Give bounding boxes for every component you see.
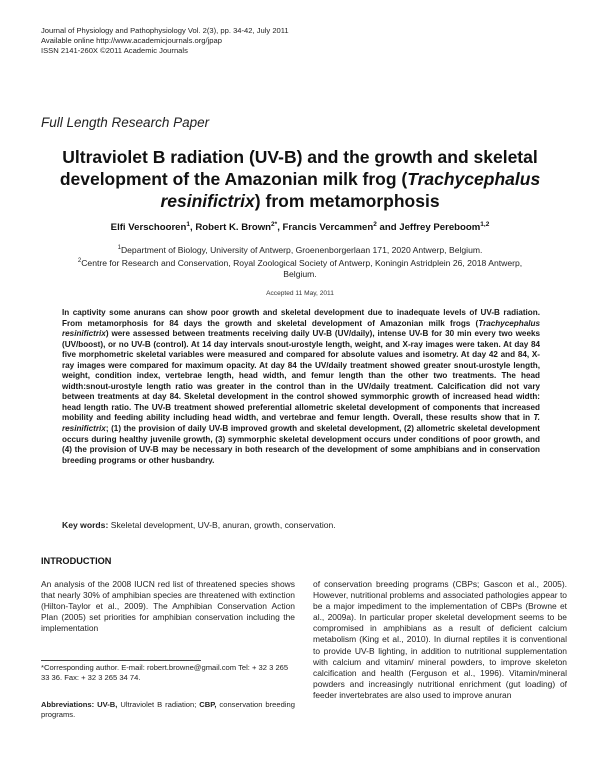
journal-url: Available online http://www.academicjournals.org/jpap (41, 36, 222, 45)
title-part2: ) from metamorphosis (254, 191, 440, 211)
author-affiliation-mark: 1 (186, 221, 191, 228)
abstract (62, 308, 540, 466)
footnote-divider (41, 660, 201, 661)
accepted-date: Accepted 11 May, 2011 (266, 290, 334, 297)
abstract-text: ) were assessed between treatments receiving daily UV-B (UV/daily), intense UV-B for 30 min every two weeks (UV/boost), or no UV-B (control). At 14 day intervals snout-urostyle length, weight, and X-ray images were taken. At day 84 five morphometric skeletal variables were measured and compared for absolute values and isometry. At day 42 and 84, X-ray images were compared for maximum opacity. At day 84 the UV/daily treatment showed greater snout-urostyle length, weight, condition index, vertebrae length, head width, and femur length than the other two treatments. The head width:snout-urostyle length ratio was greater in the control than in the UV/daily treatment. Calcification did not vary between treatments at day 84. Skeletal development in the control showed symmorphic growth of increased head width: head length ratio. The UV-B treatment showed preferential allometric skeletal development of components that increased mobility and feeding ability including head width, and vertebrae and femur length. Overall, these results show that in (62, 329, 540, 423)
journal-citation: Journal of Physiology and Pathophysiology Vol. 2(3), pp. 34-42, July 2011 (41, 26, 289, 35)
title-part1: Ultraviolet B radiation (UV-B) and the growth and skeletal development of the Amazonian milk frog ( (59, 147, 538, 189)
author-name: Elfi Verschooren (110, 222, 187, 234)
paper-type: Full Length Research Paper (41, 115, 210, 130)
abbrev-def-uvb: Ultraviolet B radiation; (117, 700, 200, 709)
abbrev-term-uvb: UV-B, (97, 700, 118, 709)
abbreviations-footnote (41, 700, 295, 720)
corresponding-author-footnote: *Corresponding author. E-mail: robert.browne@gmail.com Tel: + 32 3 265 33 36. Fax: + 32 3 265 34 74. (41, 663, 289, 682)
section-heading-introduction: INTRODUCTION (41, 556, 112, 566)
author-name: Jeffrey Pereboom (399, 222, 481, 234)
abbrev-term-cbp: CBP, (199, 700, 217, 709)
keywords-text: Skeletal development, UV-B, anuran, growth, conservation. (108, 520, 336, 530)
affiliations (60, 243, 540, 280)
affiliation-1-text: Department of Biology, University of Antwerp, Groenenborgerlaan 171, 2020 Antwerp, Belgium. (120, 244, 483, 255)
abstract-text: ; (1) the provision of daily UV-B improved growth and skeletal development, (2) allometric skeletal development occurs during healthy juvenile growth, (3) symmorphic skeletal development occurs under conditions of poor growth, and (4) the provision of UV-B may be necessary in both research of the development of some amphibians and in conservation breeding programs or other husbandry. (62, 424, 540, 465)
paper-title (30, 146, 570, 212)
journal-issn: ISSN 2141-260X ©2011 Academic Journals (41, 46, 188, 55)
abbreviations-label: Abbreviations: (41, 700, 95, 709)
author-affiliation-mark: 2* (271, 221, 278, 228)
author-separator: , (277, 222, 283, 234)
abstract-species: T. resinifictrix (62, 413, 540, 434)
keywords-label: Key words: (62, 520, 109, 530)
keywords (62, 520, 540, 530)
author-separator: and (376, 222, 400, 234)
author-name: Robert K. Brown (195, 222, 272, 234)
abbrev-def-cbp: conservation breeding programs. (41, 700, 295, 719)
affiliation-1 (60, 243, 540, 256)
journal-header (41, 26, 289, 56)
author-affiliation-mark: 2 (373, 221, 377, 228)
author-list (30, 221, 570, 233)
abstract-text: In captivity some anurans can show poor growth and skeletal development due to inadequate levels of UV-B radiation. From metamorphosis for 84 days the growth and skeletal development of Amazonian milk frogs ( (62, 308, 540, 328)
affiliation-1-mark: 1 (117, 245, 121, 251)
title-species: Trachycephalus resinifictrix (160, 169, 541, 211)
affiliation-2 (60, 256, 540, 280)
introduction-right-column: of conservation breeding programs (CBPs; Gascon et al., 2005). However, nutritional problems and associated pathologies appear to be a major impediment to the implementation of CBPs (Browne et al., 2009a). In particular proper skeletal development seems to be compromised in amphibians as a result of deficient calcium metabolism (King et al., 2010). In diurnal reptiles it is conventional to provide UV-B lighting, in addition to nutritional supplementation with calcium and vitamin/ mineral powders, to improve skeleton calcification and health (Ferguson et al., 1996). Vitamin/mineral powders and increasingly nutritional enrichment (gut loading) of feeder invertebrates are also used to improve anuran (313, 579, 567, 700)
author-separator: , (190, 222, 196, 234)
affiliation-2-text: Centre for Research and Conservation, Royal Zoological Society of Antwerp, Koningin Astridplein 26, 2018 Antwerp, Belgium. (81, 257, 523, 279)
abstract-species: Trachycephalus resinifictrix (62, 318, 540, 339)
author-name: Francis Vercammen (282, 222, 374, 234)
affiliation-2-mark: 2 (77, 257, 82, 264)
author-affiliation-mark: 1,2 (480, 221, 490, 228)
introduction-left-column: An analysis of the 2008 IUCN red list of threatened species shows that nearly 30% of amphibian species are threatened with extinction (Hilton-Taylor et al., 2009). The Amphibian Conservation Action Plan (2005) set priorities for amphibian conservation including the implementation (41, 579, 295, 634)
